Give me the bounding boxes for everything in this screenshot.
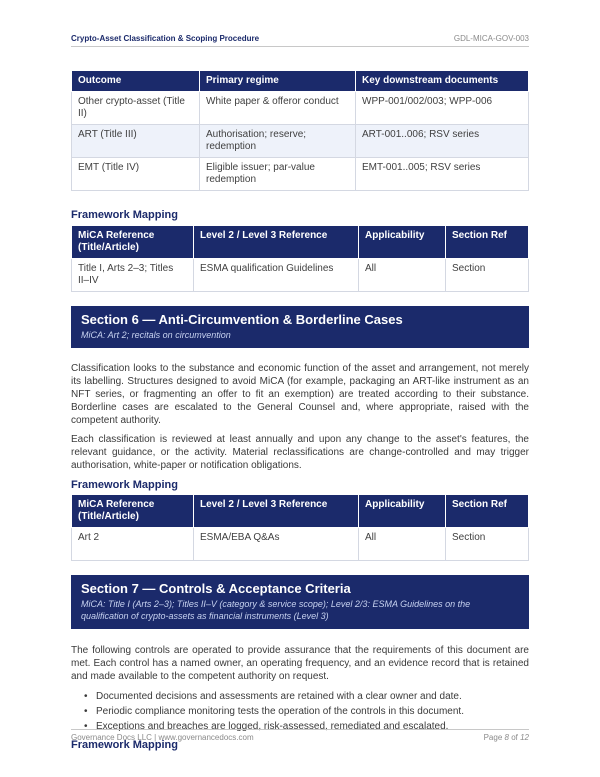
page-footer [71,733,529,742]
table-cell: Section [446,259,529,292]
list-item-text: Documented decisions and assessments are retained with a clear owner and date. [96,691,462,702]
document-code: GDL-MICA-GOV-003 [453,34,529,43]
table-cell: ESMA/EBA Q&As [194,528,359,561]
table-cell: Art 2 [72,528,194,561]
table-row [72,158,529,191]
column-header: Applicability [359,495,446,528]
section-6-banner [71,306,529,348]
table-header-row [72,226,529,259]
framework-mapping-table [71,494,529,561]
table-cell: White paper & offeror conduct [200,92,356,125]
column-header: Level 2 / Level 3 Reference [194,495,359,528]
section-title: Section 6 — Anti-Circumvention & Borderline Cases [81,312,403,327]
table-cell: EMT-001..005; RSV series [356,158,529,191]
page-content [71,70,529,752]
table-row [72,125,529,158]
table-header-row [72,495,529,528]
footer-divider [71,729,529,730]
framework-mapping-heading: Framework Mapping [71,209,178,221]
column-header: Outcome [72,71,200,92]
table-cell: ESMA qualification Guidelines [194,259,359,292]
column-header: Level 2 / Level 3 Reference [194,226,359,259]
column-header: MiCA Reference (Title/Article) [72,495,194,528]
body-paragraph: The following controls are operated to provide assurance that the requirements of this document are met. Each control has a named owner, an operating frequency, and an evidence record that is retained and made available to the competent authority on request. [71,645,529,682]
section-subtitle: MiCA: Title I (Arts 2–3); Titles II–V (category & service scope); Level 2/3: ESMA Guidelines on the qualification of crypto-assets as financial instruments (Level 3) [81,599,471,621]
column-header: Section Ref [446,495,529,528]
table-cell: WPP-001/002/003; WPP-006 [356,92,529,125]
page-header [71,34,529,43]
controls-list [71,689,529,734]
bullet-icon: • [84,706,88,717]
framework-mapping-heading: Framework Mapping [71,739,178,751]
table-cell: All [359,528,446,561]
table-row [72,528,529,561]
table-cell: Title I, Arts 2–3; Titles II–IV [72,259,194,292]
list-item-text: Exceptions and breaches are logged, risk-assessed, remediated and escalated. [96,721,449,732]
table-cell: ART-001..006; RSV series [356,125,529,158]
table-cell: All [359,259,446,292]
outcome-table [71,70,529,191]
body-paragraph: Classification looks to the substance and economic function of the asset and arrangement, not merely its labelling. Structures designed to avoid MiCA (for example, packaging an ART-like instrument as an NFT series, or fragmenting an offer to fit an exemption) are treated according to their substance. Borderline cases are escalated to the General Counsel and, where appropriate, raised with the competent authority. [71,363,529,426]
framework-mapping-table [71,225,529,292]
table-cell: Section [446,528,529,561]
bullet-icon: • [84,721,88,732]
column-header: MiCA Reference (Title/Article) [72,226,194,259]
framework-mapping-heading: Framework Mapping [71,479,178,491]
table-cell: ART (Title III) [72,125,200,158]
table-cell: EMT (Title IV) [72,158,200,191]
list-item [71,719,529,734]
footer-company: Governance Docs LLC | www.governancedocs.com [71,733,254,742]
column-header: Primary regime [200,71,356,92]
table-row [72,92,529,125]
page-number: Page 8 of 12 [483,733,529,742]
section-subtitle: MiCA: Art 2; recitals on circumvention [81,330,231,340]
table-cell: Eligible issuer; par-value redemption [200,158,356,191]
table-header-row [72,71,529,92]
table-row [72,259,529,292]
section-title: Section 7 — Controls & Acceptance Criteria [81,581,351,596]
section-7-banner [71,575,529,629]
document-title: Crypto-Asset Classification & Scoping Procedure [71,34,260,43]
column-header: Applicability [359,226,446,259]
column-header: Section Ref [446,226,529,259]
bullet-icon: • [84,691,88,702]
list-item [71,689,529,704]
table-cell: Other crypto-asset (Title II) [72,92,200,125]
header-divider [71,46,529,47]
list-item-text: Periodic compliance monitoring tests the operation of the controls in this document. [96,706,464,717]
table-cell: Authorisation; reserve; redemption [200,125,356,158]
body-paragraph: Each classification is reviewed at least annually and upon any change to the asset's features, the relevant guidance, or the activity. Material reclassifications are change-controlled and may trigger authorisation, white-paper or notification obligations. [71,434,529,471]
list-item [71,704,529,719]
column-header: Key downstream documents [356,71,529,92]
